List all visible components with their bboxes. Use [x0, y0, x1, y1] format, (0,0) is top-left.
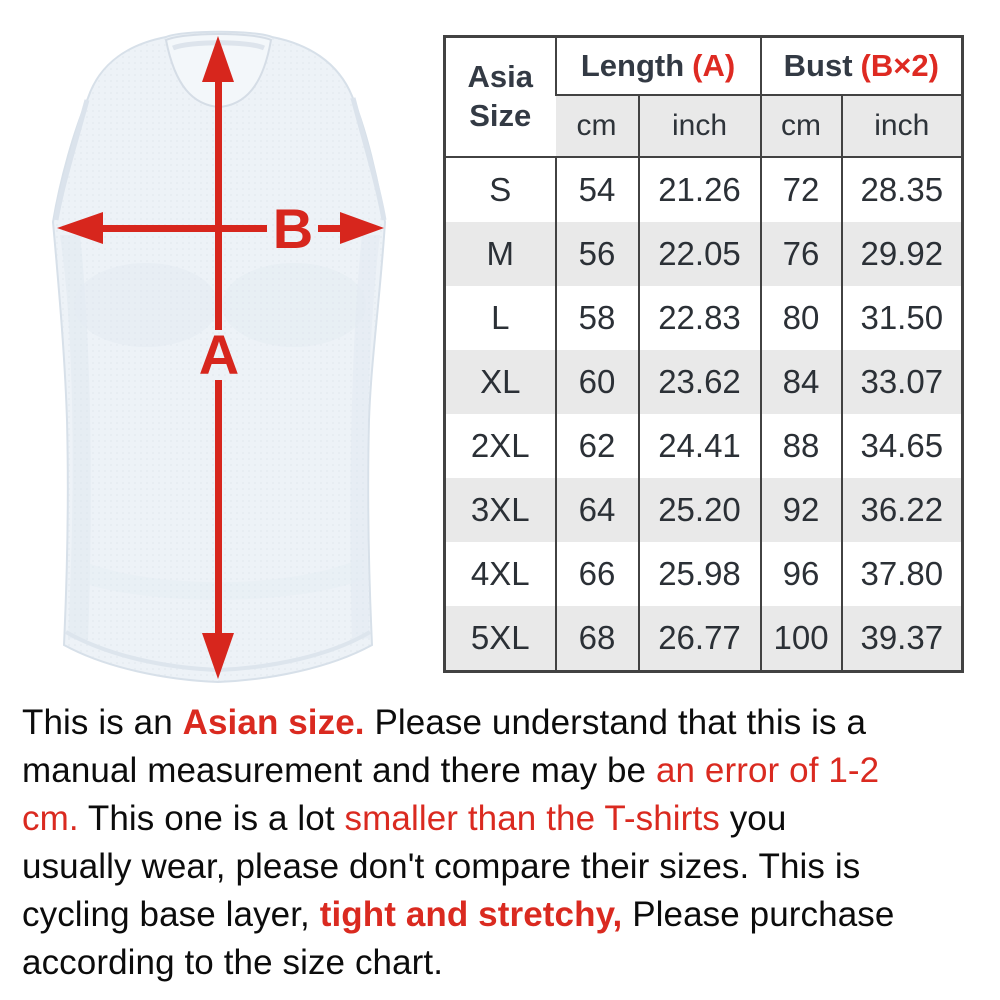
- cell-length_cm: 62: [556, 414, 639, 478]
- unit-length-inch: inch: [639, 95, 761, 157]
- cell-length_cm: 66: [556, 542, 639, 606]
- cell-bust_inch: 39.37: [842, 606, 963, 672]
- note-highlight: tight and stretchy,: [319, 895, 623, 934]
- table-row: [445, 414, 963, 478]
- cell-size: 5XL: [445, 606, 556, 672]
- unit-bust-inch: inch: [842, 95, 963, 157]
- note-text: This is an: [22, 703, 183, 742]
- note-text: Please purchase: [622, 895, 895, 934]
- size-table-body: [445, 157, 963, 672]
- cell-length_inch: 22.05: [639, 222, 761, 286]
- note-text: cycling base layer,: [22, 895, 320, 934]
- cell-bust_inch: 34.65: [842, 414, 963, 478]
- bust-label: Bust: [783, 48, 853, 83]
- table-row: [445, 542, 963, 606]
- note-highlight: Asian size.: [182, 703, 365, 742]
- note-highlight: smaller than the T-shirts: [344, 799, 720, 838]
- note-text: usually wear, please don't compare their sizes. This is: [22, 847, 861, 886]
- cell-length_cm: 64: [556, 478, 639, 542]
- label-a: A: [198, 323, 240, 386]
- cell-bust_inch: 36.22: [842, 478, 963, 542]
- cell-bust_cm: 88: [761, 414, 842, 478]
- note-line: [22, 891, 988, 939]
- size-note: [22, 699, 988, 987]
- table-row: [445, 286, 963, 350]
- note-line: [22, 699, 988, 747]
- note-line: [22, 843, 988, 891]
- cell-length_inch: 21.26: [639, 157, 761, 222]
- bust-header: [761, 37, 963, 96]
- cell-length_cm: 56: [556, 222, 639, 286]
- cell-length_cm: 68: [556, 606, 639, 672]
- cell-length_cm: 54: [556, 157, 639, 222]
- cell-bust_inch: 33.07: [842, 350, 963, 414]
- vest-illustration: [0, 0, 440, 695]
- cell-size: 2XL: [445, 414, 556, 478]
- arrow-line-upper: [215, 78, 222, 330]
- note-text: you: [719, 799, 787, 838]
- cell-length_inch: 25.98: [639, 542, 761, 606]
- note-highlight: cm.: [22, 799, 79, 838]
- note-text: This one is a lot: [78, 799, 345, 838]
- cell-bust_inch: 28.35: [842, 157, 963, 222]
- note-line: [22, 795, 988, 843]
- cell-bust_cm: 72: [761, 157, 842, 222]
- cell-length_inch: 24.41: [639, 414, 761, 478]
- note-text: according to the size chart.: [22, 943, 444, 982]
- unit-bust-cm: cm: [761, 95, 842, 157]
- note-line: [22, 939, 988, 987]
- note-text: manual measurement and there may be: [22, 751, 656, 790]
- cell-bust_cm: 96: [761, 542, 842, 606]
- label-b: B: [272, 197, 314, 260]
- note-line: [22, 747, 988, 795]
- table-row: [445, 478, 963, 542]
- size-table: [443, 35, 964, 673]
- note-highlight: an error of 1-2: [655, 751, 880, 790]
- table-row: [445, 157, 963, 222]
- cell-length_cm: 60: [556, 350, 639, 414]
- cell-bust_cm: 84: [761, 350, 842, 414]
- cell-bust_cm: 80: [761, 286, 842, 350]
- cell-size: XL: [445, 350, 556, 414]
- cell-length_inch: 23.62: [639, 350, 761, 414]
- cell-bust_cm: 100: [761, 606, 842, 672]
- cell-bust_cm: 76: [761, 222, 842, 286]
- length-label: Length: [580, 48, 685, 83]
- cell-size: S: [445, 157, 556, 222]
- table-row: [445, 606, 963, 672]
- cell-length_inch: 26.77: [639, 606, 761, 672]
- cell-length_cm: 58: [556, 286, 639, 350]
- bust-code: (B×2): [860, 48, 939, 83]
- cell-bust_inch: 37.80: [842, 542, 963, 606]
- cell-length_inch: 25.20: [639, 478, 761, 542]
- table-header-row: [445, 37, 963, 96]
- cell-bust_inch: 29.92: [842, 222, 963, 286]
- cell-length_inch: 22.83: [639, 286, 761, 350]
- note-text: Please understand that this is a: [364, 703, 867, 742]
- cell-bust_inch: 31.50: [842, 286, 963, 350]
- cell-size: M: [445, 222, 556, 286]
- cell-bust_cm: 92: [761, 478, 842, 542]
- length-header: [556, 37, 761, 96]
- arrow-line-left: [99, 225, 267, 232]
- length-code: (A): [692, 48, 736, 83]
- arrow-line-lower: [215, 380, 222, 635]
- unit-length-cm: cm: [556, 95, 639, 157]
- asia-size-header: Asia Size: [445, 37, 556, 158]
- table-row: [445, 350, 963, 414]
- cell-size: L: [445, 286, 556, 350]
- cell-size: 3XL: [445, 478, 556, 542]
- cell-size: 4XL: [445, 542, 556, 606]
- table-row: [445, 222, 963, 286]
- vest-svg: [0, 0, 440, 695]
